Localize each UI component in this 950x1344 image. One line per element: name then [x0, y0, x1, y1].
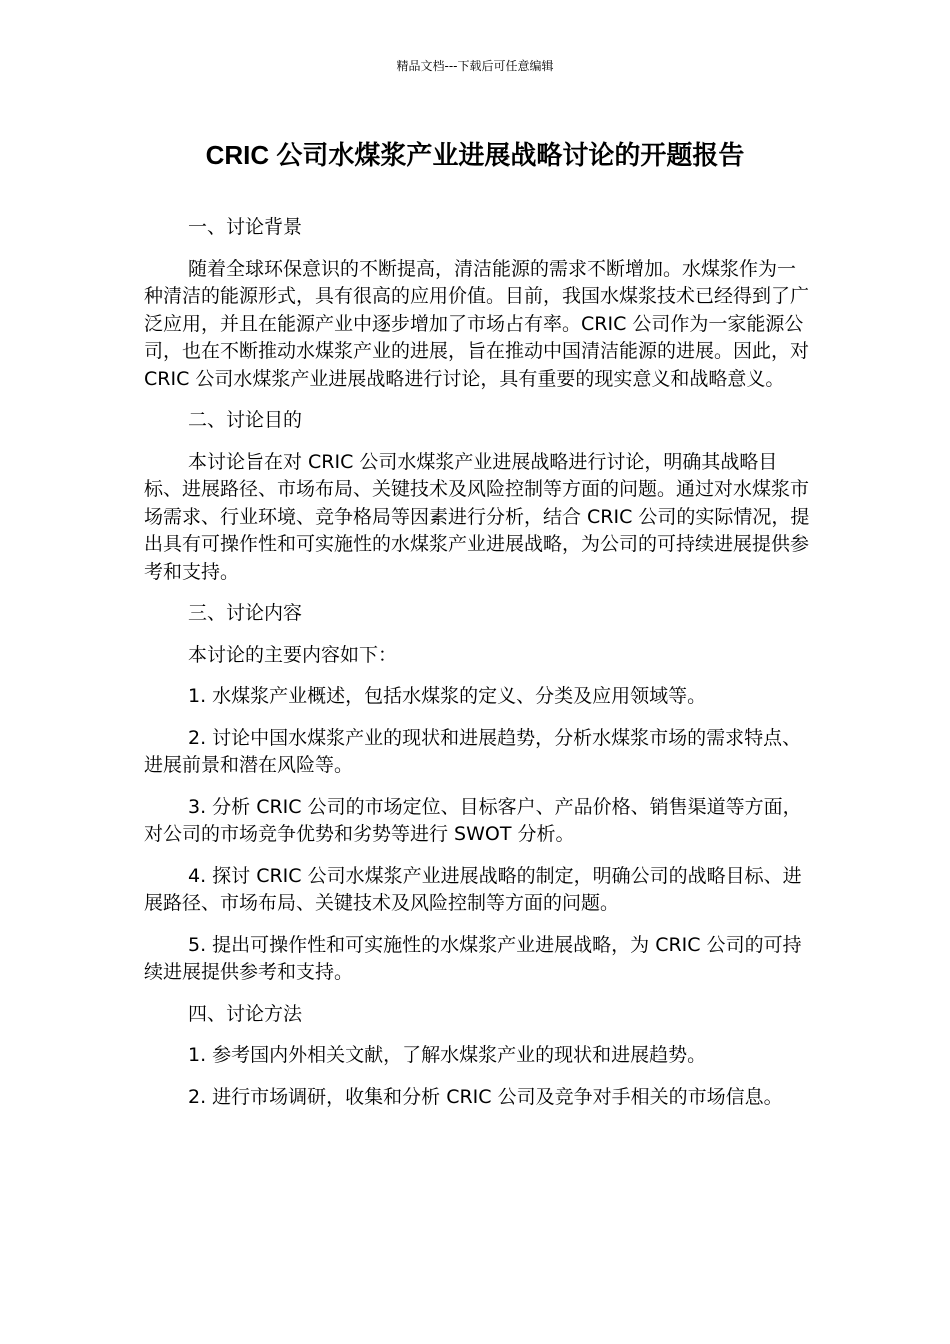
document-body — [144, 214, 812, 1125]
list-item: 1. 参考国内外相关文献，了解水煤浆产业的现状和进展趋势。 — [188, 1044, 707, 1066]
section-heading: 三、讨论内容 — [188, 602, 303, 624]
list-item: 1. 水煤浆产业概述，包括水煤浆的定义、分类及应用领域等。 — [188, 685, 707, 707]
list-item: 4. 探讨 CRIC 公司水煤浆产业进展战略的制定，明确公司的战略目标、进展路径、市场布局、关键技术及风险控制等方面的问题。 — [144, 864, 802, 914]
list-item: 3. 分析 CRIC 公司的市场定位、目标客户、产品价格、销售渠道等方面，对公司的市场竞争优势和劣势等进行 SWOT 分析。 — [144, 795, 802, 845]
section-background — [144, 214, 812, 393]
page-header: 精品文档---下载后可任意编辑 — [396, 59, 554, 73]
paragraph: 随着全球环保意识的不断提高，清洁能源的需求不断增加。水煤浆作为一种清洁的能源形式，具有很高的应用价值。目前，我国水煤浆技术已经得到了广泛应用，并且在能源产业中逐步增加了市场占有率。CRIC 公司作为一家能源公司，也在不断推动水煤浆产业的进展，旨在推动中国清洁能源的进展。因此，对 CRIC 公司水煤浆产业进展战略进行讨论，具有重要的现实意义和战略意义。 — [144, 257, 810, 390]
list-item: 2. 进行市场调研，收集和分析 CRIC 公司及竞争对手相关的市场信息。 — [188, 1085, 783, 1108]
list-item: 2. 讨论中国水煤浆产业的现状和进展趋势，分析水煤浆市场的需求特点、进展前景和潜在风险等。 — [144, 726, 802, 776]
paragraph: 本讨论的主要内容如下： — [188, 643, 398, 666]
section-heading: 一、讨论背景 — [188, 216, 303, 238]
section-method — [144, 1001, 812, 1112]
section-heading: 四、讨论方法 — [188, 1002, 303, 1025]
paragraph: 本讨论旨在对 CRIC 公司水煤浆产业进展战略进行讨论，明确其战略目标、进展路径、市场布局、关键技术及风险控制等方面的问题。通过对水煤浆市场需求、行业环境、竞争格局等因素进行分析，结合 CRIC 公司的实际情况，提出具有可操作性和可实施性的水煤浆产业进展战略，为公司的可持续进展提供参考和支持。 — [144, 450, 810, 583]
section-heading: 二、讨论目的 — [188, 409, 303, 431]
section-purpose — [144, 407, 812, 586]
document-title: CRIC 公司水煤浆产业进展战略讨论的开题报告 — [205, 140, 745, 170]
list-item: 5. 提出可操作性和可实施性的水煤浆产业进展战略，为 CRIC 公司的可持续进展提供参考和支持。 — [144, 933, 802, 983]
section-content — [144, 600, 812, 987]
